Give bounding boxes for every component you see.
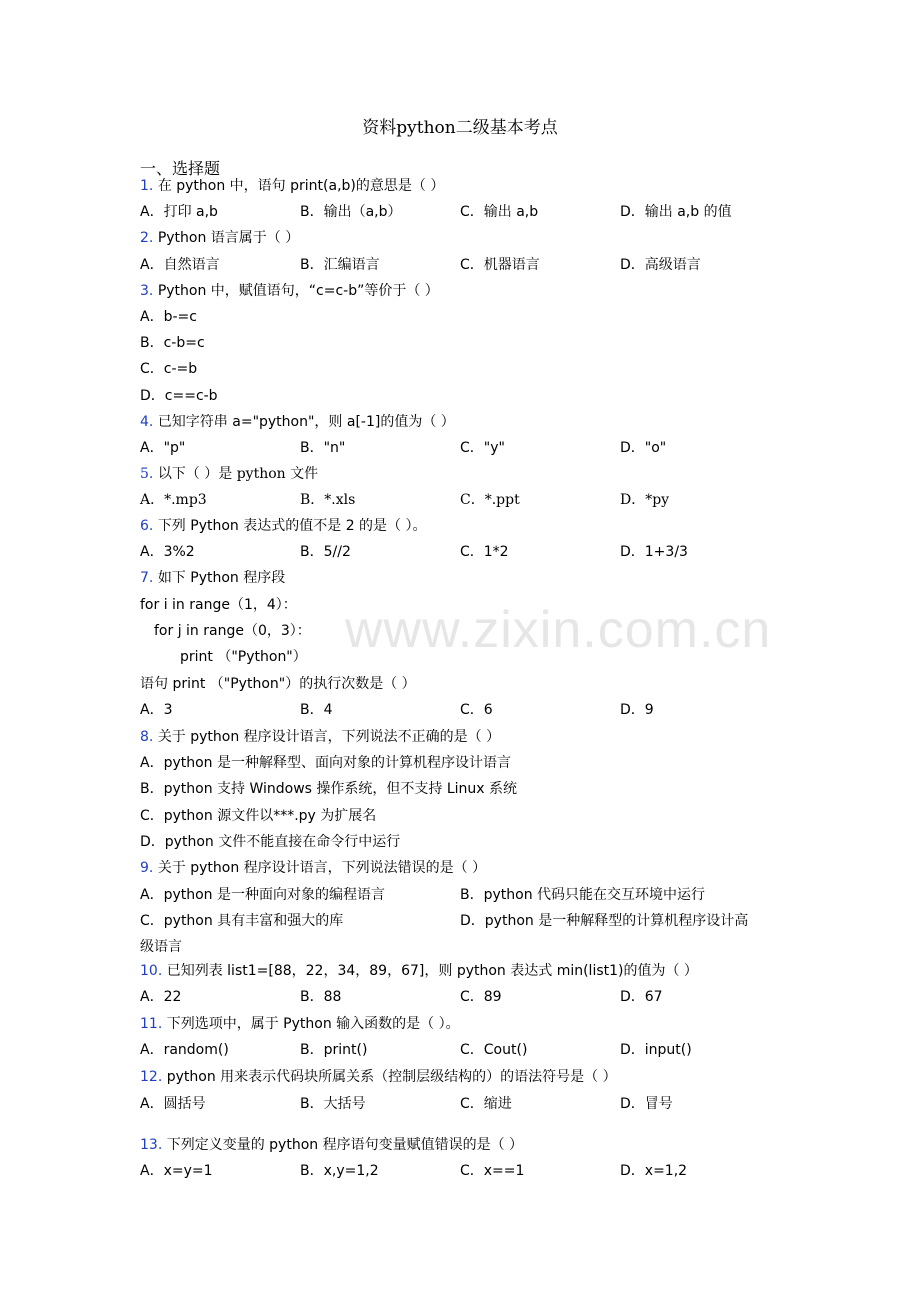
question-8: 8. 关于 python 程序设计语言，下列说法不正确的是（ ） <box>140 729 501 745</box>
question-12: 12. python 用来表示代码块所属关系（控制层级结构的）的语法符号是（ ） <box>140 1069 617 1085</box>
q9-option-b: B．python 代码只能在交互环境中运行 <box>460 887 706 903</box>
q9-option-d-continued: 级语言 <box>140 939 182 955</box>
q10-option-b: B．88 <box>300 989 342 1005</box>
q9-option-a: A．python 是一种面向对象的编程语言 <box>140 887 385 903</box>
q11-option-a: A．random() <box>140 1042 229 1058</box>
question-7: 7. 如下 Python 程序段 <box>140 570 286 586</box>
q7-option-c: C．6 <box>460 702 493 718</box>
q12-option-a: A．圆括号 <box>140 1096 206 1112</box>
q6-option-b: B．5//2 <box>300 544 351 560</box>
q10-option-c: C．89 <box>460 989 502 1005</box>
question-2: 2. Python 语言属于（ ） <box>140 230 300 246</box>
question-4: 4. 已知字符串 a="python"，则 a[-1]的值为（ ） <box>140 414 455 430</box>
q8-option-b: B．python 支持 Windows 操作系统，但不支持 Linux 系统 <box>140 781 518 797</box>
q9-option-d: D．python 是一种解释型的计算机程序设计高 <box>460 913 749 929</box>
q4-option-b: B．"n" <box>300 440 346 456</box>
q13-option-a: A．x=y=1 <box>140 1163 213 1179</box>
q1-option-a: A．打印 a,b <box>140 204 218 220</box>
q8-option-a: A．python 是一种解释型、面向对象的计算机程序设计语言 <box>140 755 511 771</box>
q7-option-d: D．9 <box>620 702 654 718</box>
page-title: 资料python二级基本考点 <box>362 118 558 138</box>
q8-option-d: D．python 文件不能直接在命令行中运行 <box>140 834 401 850</box>
q7-option-a: A．3 <box>140 702 173 718</box>
question-1: 1. 在 python 中，语句 print(a,b)的意思是（ ） <box>140 178 445 194</box>
q10-option-a: A．22 <box>140 989 182 1005</box>
q5-option-d: D．*py <box>620 492 670 508</box>
q13-option-b: B．x,y=1,2 <box>300 1163 379 1179</box>
q2-option-a: A．自然语言 <box>140 257 220 273</box>
question-5: 5. 以下（ ）是 python 文件 <box>140 466 319 482</box>
q3-option-a: A．b-=c <box>140 309 197 325</box>
q6-option-a: A．3%2 <box>140 544 195 560</box>
q11-option-b: B．print() <box>300 1042 368 1058</box>
q7-code-line-2: for j in range（0，3）： <box>154 623 311 639</box>
q8-option-c: C．python 源文件以***.py 为扩展名 <box>140 808 377 824</box>
q5-option-b: B．*.xls <box>300 492 356 508</box>
q4-option-a: A．"p" <box>140 440 186 456</box>
q12-option-b: B．大括号 <box>300 1096 366 1112</box>
question-11: 11. 下列选项中，属于 Python 输入函数的是（ ）。 <box>140 1016 460 1032</box>
q12-option-d: D．冒号 <box>620 1096 673 1112</box>
question-9: 9. 关于 python 程序设计语言，下列说法错误的是（ ） <box>140 860 487 876</box>
q3-option-c: C．c-=b <box>140 361 198 377</box>
question-10: 10. 已知列表 list1=[88，22，34，89，67]，则 python 表达式 min(list1)的值为（ ） <box>140 963 698 979</box>
q11-option-c: C．Cout() <box>460 1042 528 1058</box>
q6-option-d: D．1+3/3 <box>620 544 688 560</box>
question-13: 13. 下列定义变量的 python 程序语句变量赋值错误的是（ ） <box>140 1137 524 1153</box>
q11-option-d: D．input() <box>620 1042 692 1058</box>
q7-stem: 语句 print （"Python"）的执行次数是（ ） <box>140 676 416 692</box>
q7-code-line-3: print （"Python"） <box>180 649 307 665</box>
q13-option-c: C．x==1 <box>460 1163 525 1179</box>
q9-option-c: C．python 具有丰富和强大的库 <box>140 913 344 929</box>
q5-option-c: C．*.ppt <box>460 492 520 508</box>
q2-option-c: C．机器语言 <box>460 257 540 273</box>
q2-option-b: B．汇编语言 <box>300 257 380 273</box>
q12-option-c: C．缩进 <box>460 1096 512 1112</box>
q5-option-a: A．*.mp3 <box>140 492 207 508</box>
section-heading: 一、选择题 <box>140 159 221 178</box>
q1-option-c: C．输出 a,b <box>460 204 539 220</box>
q1-option-d: D．输出 a,b 的值 <box>620 204 732 220</box>
q7-code-line-1: for i in range（1，4）： <box>140 597 297 613</box>
q3-option-b: B．c-b=c <box>140 335 205 351</box>
q1-option-b: B．输出（a,b） <box>300 204 402 220</box>
q4-option-d: D．"o" <box>620 440 667 456</box>
q4-option-c: C．"y" <box>460 440 505 456</box>
question-3: 3. Python 中，赋值语句，“c=c-b”等价于（ ） <box>140 283 439 299</box>
q3-option-d: D．c==c-b <box>140 388 218 404</box>
question-6: 6. 下列 Python 表达式的值不是 2 的是（ ）。 <box>140 518 427 534</box>
q2-option-d: D．高级语言 <box>620 257 701 273</box>
q13-option-d: D．x=1,2 <box>620 1163 688 1179</box>
q7-option-b: B．4 <box>300 702 333 718</box>
q6-option-c: C．1*2 <box>460 544 509 560</box>
q10-option-d: D．67 <box>620 989 663 1005</box>
watermark: www.zixin.com.cn <box>345 601 772 659</box>
